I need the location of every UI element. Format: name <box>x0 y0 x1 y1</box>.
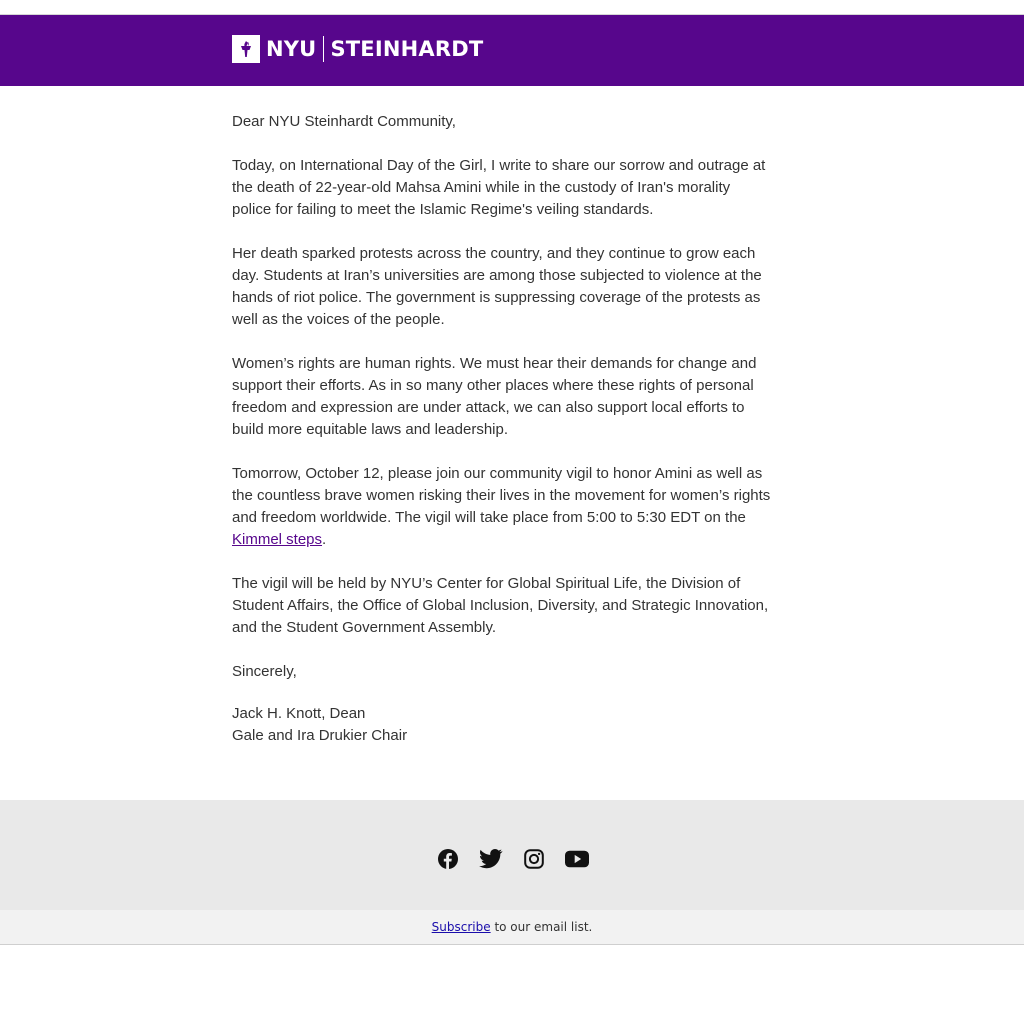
signer-title: Gale and Ira Drukier Chair <box>232 727 408 744</box>
paragraph-5: The vigil will be held by NYU’s Center for Global Spiritual Life, the Division of Student Affairs, the Office of Global Inclusion, Diversity, and Strategic Innovation, and the Student Government Assembly. <box>232 575 769 636</box>
signer-name: Jack H. Knott, Dean <box>232 705 366 722</box>
paragraph-1: Today, on International Day of the Girl, I write to share our sorrow and outrage at the death of 22-year-old Mahsa Amini while in the custody of Iran's morality police for failing to meet the Islamic Regime's veiling standards. <box>232 157 766 218</box>
nyu-steinhardt-logo[interactable] <box>232 35 483 63</box>
subscribe-text: to our email list. <box>490 920 593 934</box>
letter-body <box>232 111 772 747</box>
kimmel-steps-link[interactable]: Kimmel steps <box>232 531 323 548</box>
subscribe-link[interactable]: Subscribe <box>431 920 491 934</box>
brand-primary: NYU <box>266 37 317 61</box>
youtube-icon[interactable] <box>565 846 589 872</box>
paragraph-2: Her death sparked protests across the country, and they continue to grow each day. Students at Iran’s universities are among those subjected to violence at the hands of riot police. The government is suppressing coverage of the protests as well as the voices of the people. <box>232 245 762 328</box>
torch-icon <box>232 35 260 63</box>
paragraph-3: Women’s rights are human rights. We must hear their demands for change and support their efforts. As in so many other places where these rights of personal freedom and expression are under attack, we can also support local efforts to build more equitable laws and leadership. <box>232 355 757 438</box>
footer <box>0 800 1024 910</box>
social-links <box>0 846 1024 872</box>
closing: Sincerely, <box>232 663 297 680</box>
paragraph-4-end: . <box>322 531 327 548</box>
logo-divider <box>323 36 324 62</box>
greeting: Dear NYU Steinhardt Community, <box>232 113 456 130</box>
header-banner <box>0 15 1024 86</box>
brand-secondary: STEINHARDT <box>330 37 484 61</box>
paragraph-4 <box>232 463 772 551</box>
instagram-icon[interactable] <box>522 846 546 872</box>
facebook-icon[interactable] <box>436 846 460 872</box>
subscribe-bar <box>0 910 1024 945</box>
twitter-icon[interactable] <box>479 846 503 872</box>
paragraph-4-text: Tomorrow, October 12, please join our community vigil to honor Amini as well as the countless brave women risking their lives in the movement for women’s rights and freedom worldwide. The vigil will take place from 5:00 to 5:30 EDT on the <box>232 465 771 526</box>
